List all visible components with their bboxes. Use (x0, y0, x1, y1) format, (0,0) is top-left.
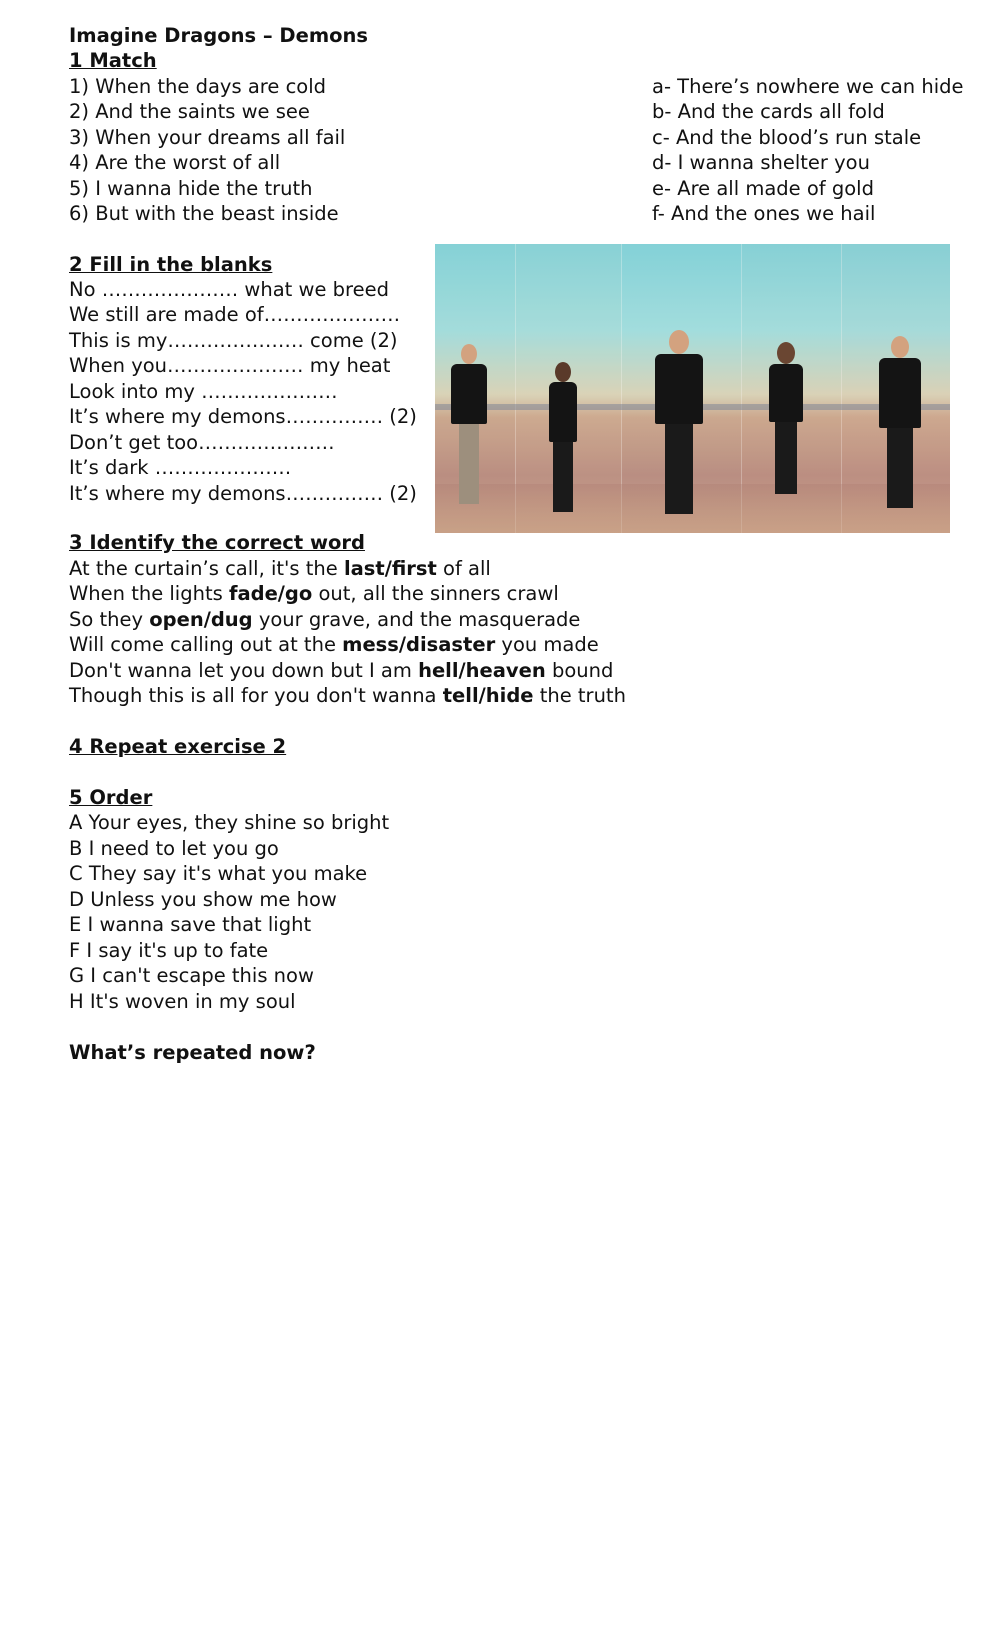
identify-text: bound (545, 659, 614, 682)
identify-line (69, 556, 491, 581)
match-right-item: a- There’s nowhere we can hide (652, 75, 964, 98)
word-choice: open/dug (149, 608, 253, 631)
match-left-item: 4) Are the worst of all (69, 151, 281, 174)
final-question: What’s repeated now? (69, 1041, 316, 1064)
identify-text: the truth (533, 684, 626, 707)
identify-line (69, 632, 599, 657)
blank-line: When you………………… my heat (69, 354, 391, 377)
section-5-heading: 5 Order (69, 786, 153, 809)
identify-line (69, 581, 559, 606)
blank-line: It’s where my demons…………… (2) (69, 405, 417, 428)
identify-text: out, all the sinners crawl (312, 582, 559, 605)
identify-text: When the lights (69, 582, 229, 605)
identify-text: you made (495, 633, 599, 656)
blank-line: It’s where my demons…………… (2) (69, 482, 417, 505)
word-choice: hell/heaven (418, 659, 546, 682)
match-right-item: b- And the cards all fold (652, 100, 885, 123)
order-line: H It's woven in my soul (69, 990, 296, 1013)
identify-text: Though this is all for you don't wanna (69, 684, 443, 707)
blank-line: No ………………… what we breed (69, 278, 389, 301)
order-line: F I say it's up to fate (69, 939, 269, 962)
match-right-item: e- Are all made of gold (652, 177, 874, 200)
identify-text: of all (436, 557, 491, 580)
identify-line (69, 683, 626, 708)
section-1-heading: 1 Match (69, 49, 157, 72)
blank-line: We still are made of………………… (69, 303, 401, 326)
blank-line: This is my………………… come (2) (69, 329, 398, 352)
identify-text: At the curtain’s call, it's the (69, 557, 344, 580)
match-left-item: 2) And the saints we see (69, 100, 310, 123)
match-left-item: 5) I wanna hide the truth (69, 177, 313, 200)
blank-line: Look into my ………………… (69, 380, 338, 403)
section-3-heading: 3 Identify the correct word (69, 531, 365, 554)
match-right-item: d- I wanna shelter you (652, 151, 870, 174)
order-line: G I can't escape this now (69, 964, 314, 987)
identify-line (69, 658, 613, 683)
match-left-item: 6) But with the beast inside (69, 202, 339, 225)
order-line: A Your eyes, they shine so bright (69, 811, 390, 834)
match-right-item: c- And the blood’s run stale (652, 126, 922, 149)
blank-line: It’s dark ………………… (69, 456, 292, 479)
order-line: B I need to let you go (69, 837, 279, 860)
blank-line: Don’t get too………………… (69, 431, 335, 454)
section-2-heading: 2 Fill in the blanks (69, 253, 273, 276)
identify-text: Will come calling out at the (69, 633, 343, 656)
identify-text: your grave, and the masquerade (252, 608, 581, 631)
worksheet-title: Imagine Dragons – Demons (69, 24, 369, 47)
word-choice: mess/disaster (342, 633, 496, 656)
section-4-heading: 4 Repeat exercise 2 (69, 735, 287, 758)
match-left-item: 1) When the days are cold (69, 75, 327, 98)
order-line: C They say it's what you make (69, 862, 368, 885)
identify-text: Don't wanna let you down but I am (69, 659, 419, 682)
order-line: E I wanna save that light (69, 913, 312, 936)
match-left-item: 3) When your dreams all fail (69, 126, 346, 149)
word-choice: tell/hide (442, 684, 534, 707)
word-choice: last/first (343, 557, 437, 580)
order-line: D Unless you show me how (69, 888, 337, 911)
word-choice: fade/go (228, 582, 313, 605)
match-right-item: f- And the ones we hail (652, 202, 876, 225)
identify-line (69, 607, 580, 632)
band-photo (435, 244, 950, 533)
identify-text: So they (69, 608, 150, 631)
